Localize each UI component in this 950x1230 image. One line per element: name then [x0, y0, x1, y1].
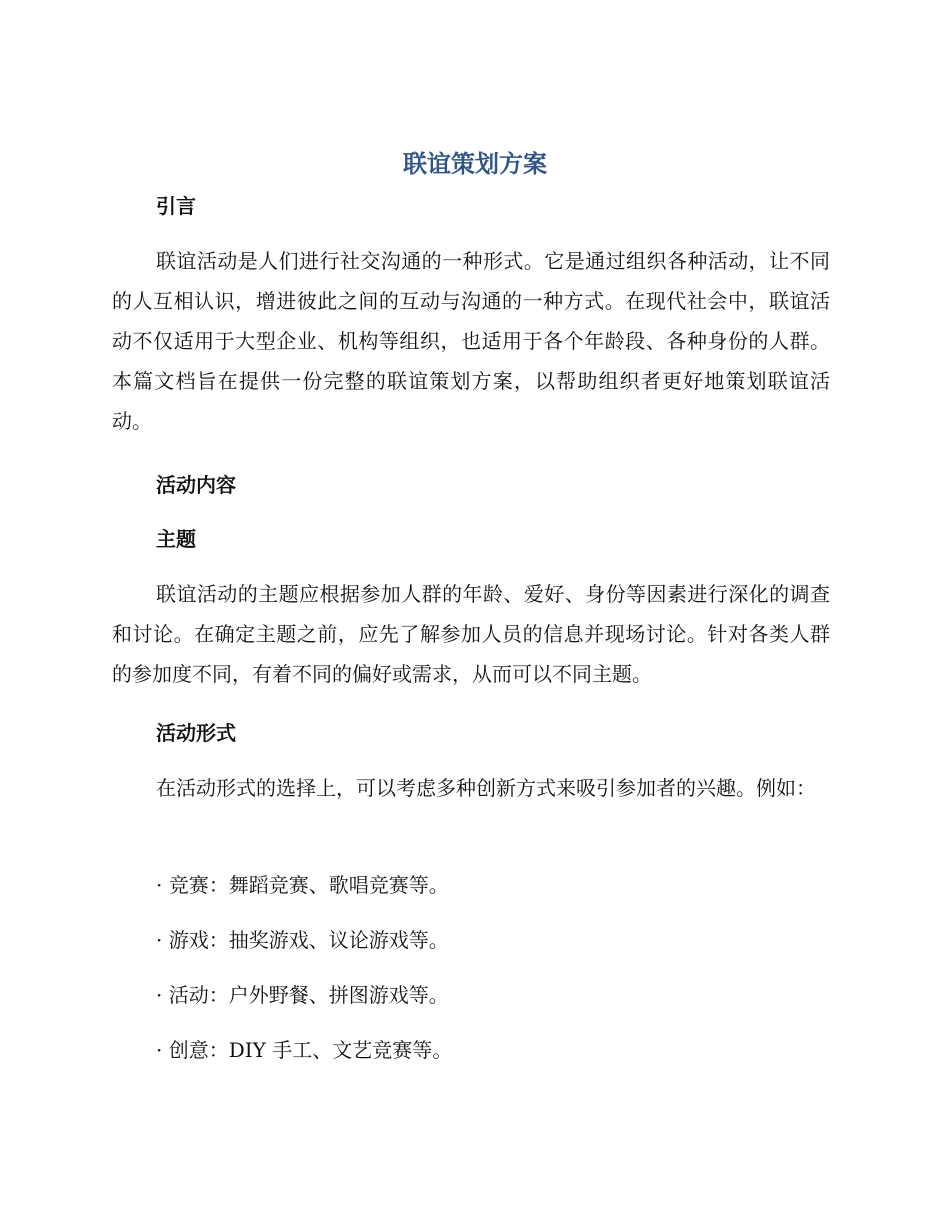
theme-paragraph: 联谊活动的主题应根据参加人群的年龄、爱好、身份等因素进行深化的调查和讨论。在确定主题之前，应先了解参加人员的信息并现场讨论。针对各类人群的参加度不同，有着不同的偏好或需求，从而可以不同主题。 [112, 582, 830, 686]
document-title: 联谊策划方案 [403, 150, 547, 178]
intro-paragraph: 联谊活动是人们进行社交沟通的一种形式。它是通过组织各种活动，让不同的人互相认识，增进彼此之间的互动与沟通的一种方式。在现代社会中，联谊活动不仅适用于大型企业、机构等组织，也适用于各个年龄段、各种身份的人群。本篇文档旨在提供一份完整的联谊策划方案，以帮助组织者更好地策划联谊活动。 [112, 249, 830, 433]
section-heading-content: 活动内容 [156, 473, 236, 497]
section-heading-intro: 引言 [156, 194, 196, 218]
list-item: · 活动：户外野餐、拼图游戏等。 [156, 983, 449, 1007]
form-paragraph: 在活动形式的选择上，可以考虑多种创新方式来吸引参加者的兴趣。例如： [156, 776, 816, 800]
section-heading-form: 活动形式 [156, 721, 236, 745]
list-item: · 游戏：抽奖游戏、议论游戏等。 [156, 928, 449, 952]
list-item: · 创意：DIY 手工、文艺竞赛等。 [156, 1038, 453, 1062]
list-item: · 竞赛：舞蹈竞赛、歌唱竞赛等。 [156, 873, 449, 897]
section-heading-theme: 主题 [156, 527, 196, 551]
